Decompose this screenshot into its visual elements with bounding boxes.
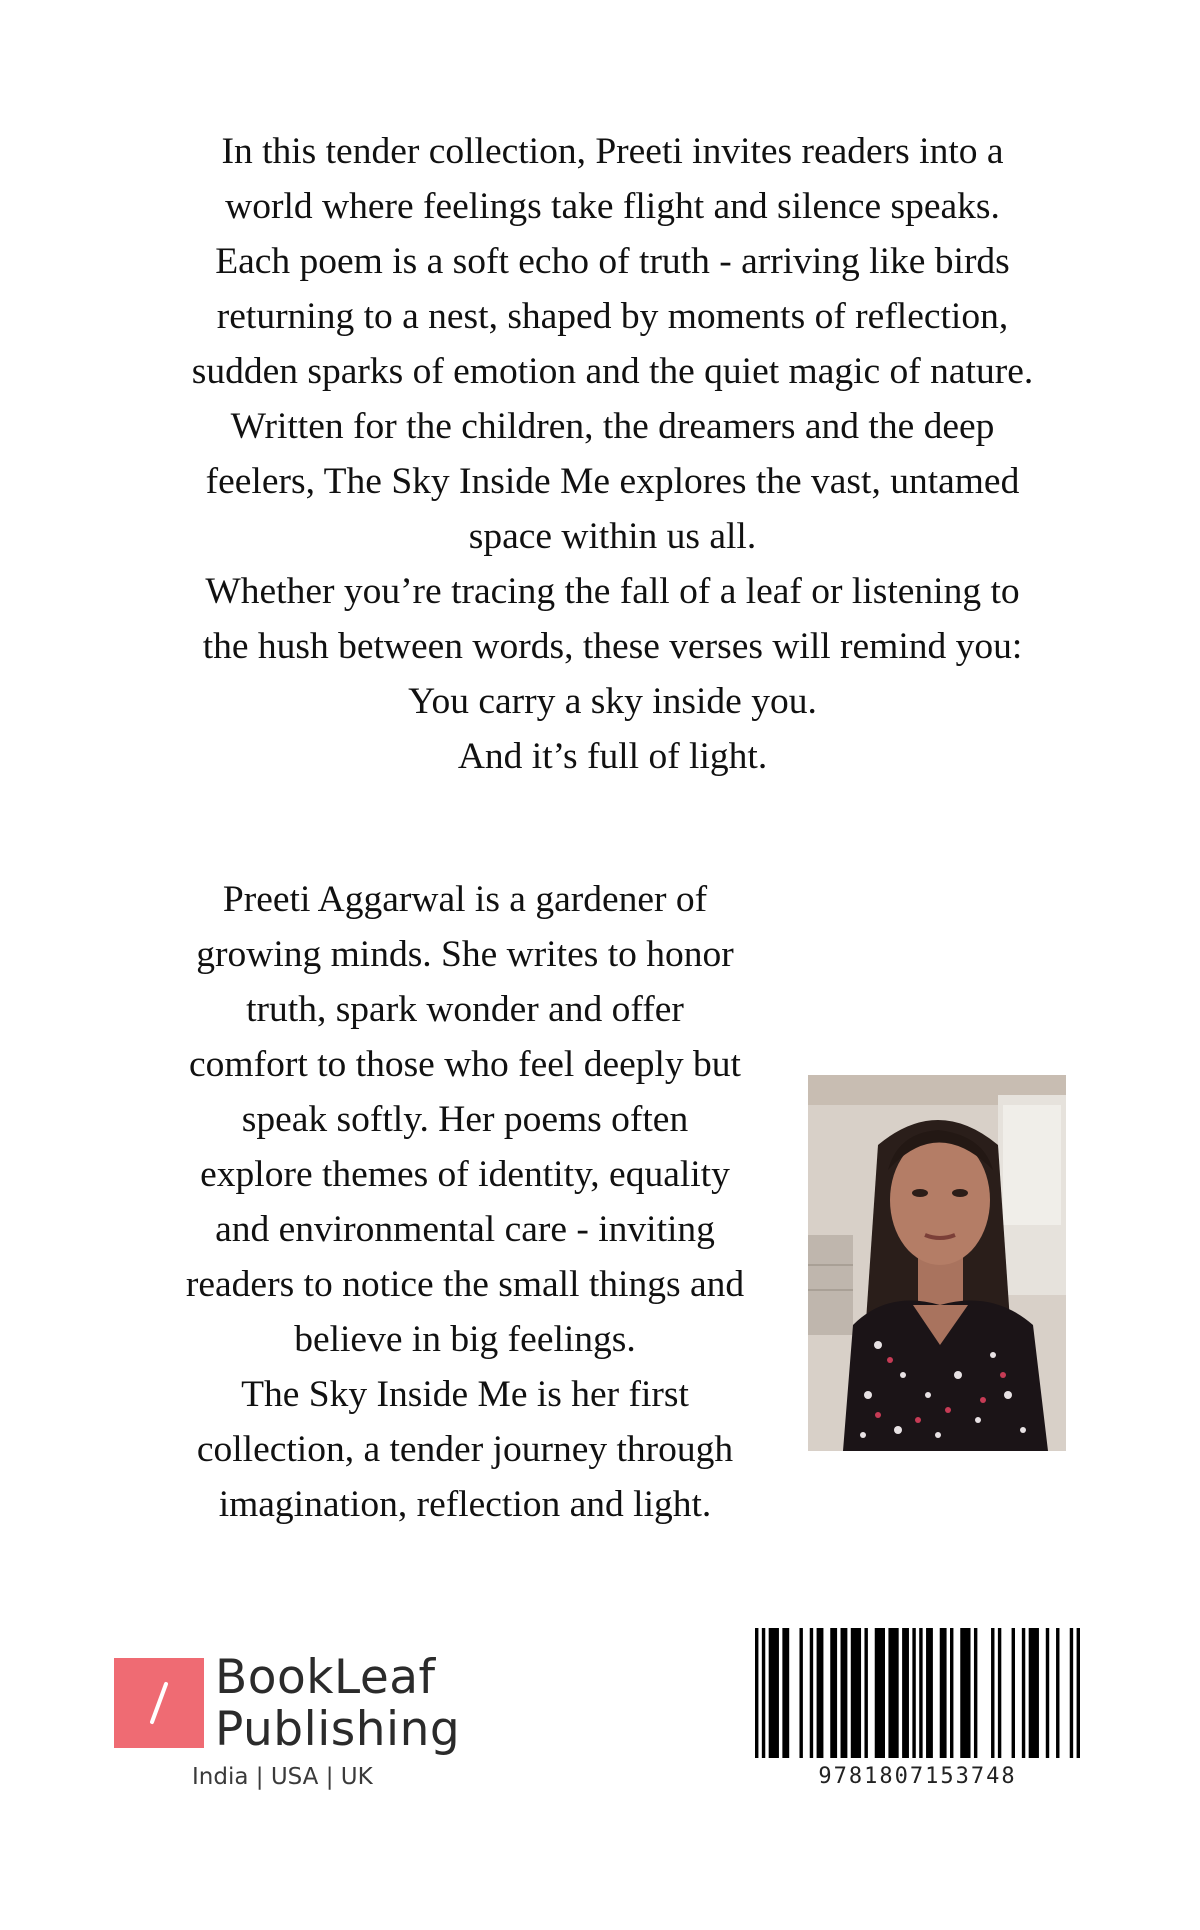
blurb-line: Whether you’re tracing the fall of a leaf or listening to [205, 571, 1020, 612]
barcode-bar [991, 1628, 994, 1758]
bio-line: speak softly. Her poems often [241, 1099, 689, 1140]
barcode-bar [888, 1628, 898, 1758]
barcode-bar [902, 1628, 909, 1758]
barcode-bar [960, 1628, 970, 1758]
author-photo [808, 1075, 1066, 1451]
bio-line: believe in big feelings. [294, 1319, 636, 1360]
bio-line: collection, a tender journey through [196, 1429, 734, 1470]
barcode-bar [841, 1628, 848, 1758]
slash-icon [114, 1658, 204, 1748]
publisher-name-line2: Publishing [215, 1702, 461, 1757]
publisher-regions: India | USA | UK [192, 1764, 373, 1790]
bio-line: explore themes of identity, equality [200, 1154, 730, 1195]
blurb-line: feelers, The Sky Inside Me explores the vast, untamed [205, 461, 1020, 502]
bio-line: readers to notice the small things and [185, 1264, 745, 1305]
blurb-line: world where feelings take flight and silence speaks. [225, 186, 1000, 227]
isbn-number: 9781807153748 [818, 1764, 1017, 1789]
blurb-line: And it’s full of light. [457, 736, 768, 777]
bio-line: and environmental care - inviting [215, 1209, 715, 1250]
bio-line: The Sky Inside Me is her first [241, 1374, 689, 1415]
blurb-line: returning to a nest, shaped by moments of reflection, [216, 296, 1009, 337]
publisher-logo [114, 1650, 461, 1802]
bio-line: imagination, reflection and light. [218, 1484, 712, 1525]
bio-line: growing minds. She writes to honor [196, 934, 734, 975]
bio-line: Preeti Aggarwal is a gardener of [222, 879, 708, 920]
blurb-line: the hush between words, these verses will remind you: [202, 626, 1023, 667]
barcode-bar [810, 1628, 813, 1758]
back-cover-blurb [120, 124, 1105, 784]
barcode-bar [817, 1628, 824, 1758]
blurb-line: You carry a sky inside you. [408, 681, 817, 722]
barcode-bar [1056, 1628, 1059, 1758]
barcode-bar [875, 1628, 885, 1758]
barcode-bar [851, 1628, 861, 1758]
barcode-bar [919, 1628, 922, 1758]
barcode-bar [755, 1628, 758, 1758]
barcode-bar [1022, 1628, 1025, 1758]
barcode-bar [864, 1628, 867, 1758]
barcode-bar [926, 1628, 933, 1758]
blurb-line: Written for the children, the dreamers and the deep [230, 406, 995, 447]
author-bio [110, 872, 820, 1532]
barcode-bar [998, 1628, 1001, 1758]
publisher-name-line1: BookLeaf [215, 1650, 436, 1705]
blurb-line: Each poem is a soft echo of truth - arriving like birds [215, 241, 1010, 282]
barcode-bar [940, 1628, 947, 1758]
bio-line: comfort to those who feel deeply but [189, 1044, 741, 1085]
barcode-bar [1046, 1628, 1049, 1758]
publisher-logo-mark [114, 1658, 204, 1748]
barcode-bar [912, 1628, 915, 1758]
barcode-bars [755, 1628, 1080, 1758]
barcode-bar [1077, 1628, 1080, 1758]
barcode-bar [1012, 1628, 1015, 1758]
author-photo-illustration [808, 1075, 1066, 1451]
barcode-bar [769, 1628, 779, 1758]
blurb-line: space within us all. [468, 516, 757, 557]
bio-line: truth, spark wonder and offer [246, 989, 684, 1030]
barcode-bar [974, 1628, 977, 1758]
barcode-bar [830, 1628, 837, 1758]
barcode-bar [1070, 1628, 1073, 1758]
barcode-bar [782, 1628, 789, 1758]
barcode-bar [1029, 1628, 1039, 1758]
blurb-line: In this tender collection, Preeti invites readers into a [221, 131, 1004, 172]
barcode-bar [762, 1628, 765, 1758]
barcode-bar [799, 1628, 802, 1758]
publisher-name [215, 1652, 460, 1756]
barcode-bar [950, 1628, 953, 1758]
blurb-line: sudden sparks of emotion and the quiet magic of nature. [191, 351, 1034, 392]
